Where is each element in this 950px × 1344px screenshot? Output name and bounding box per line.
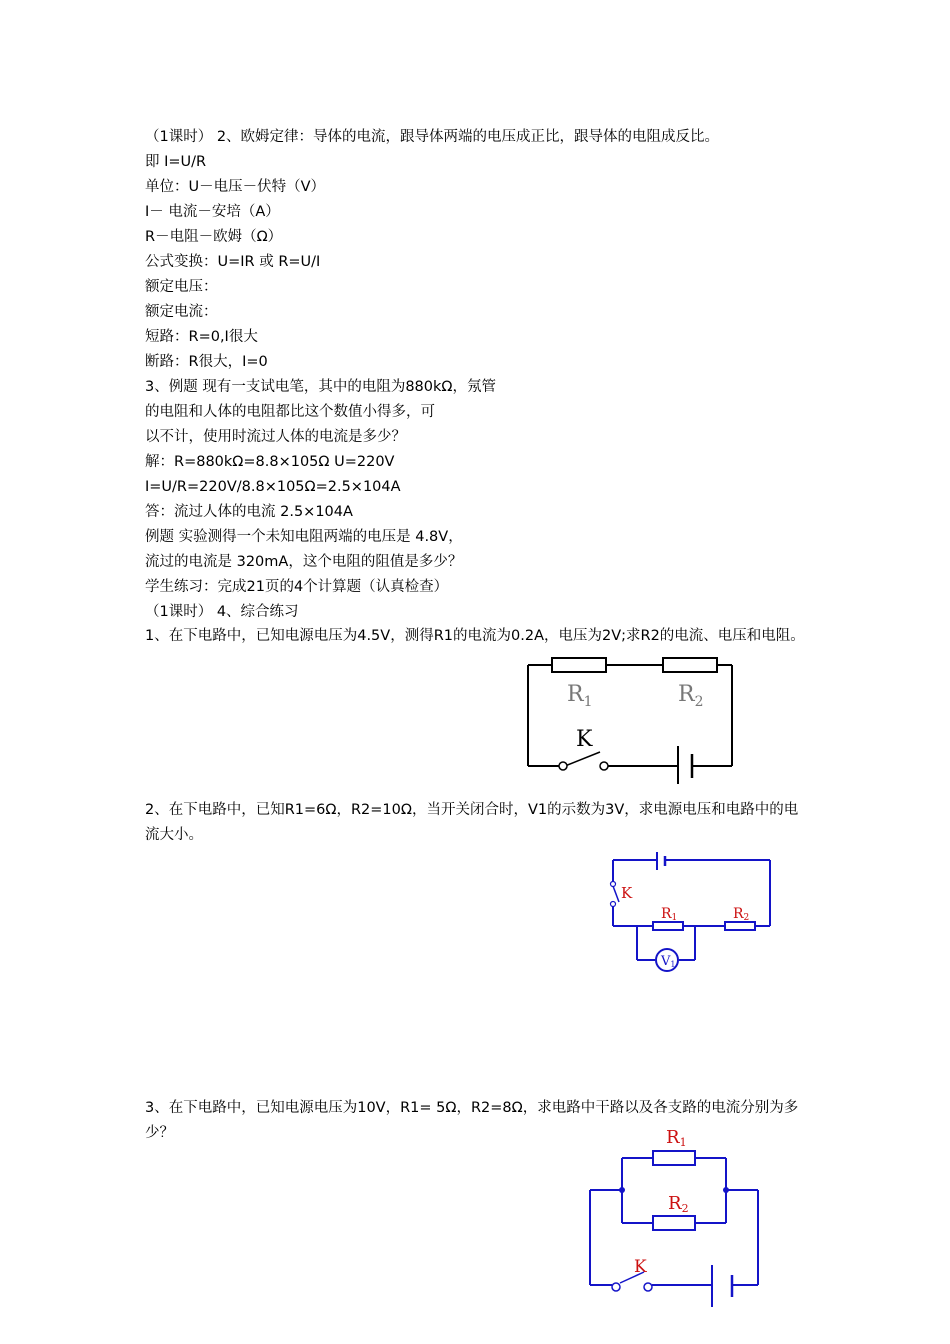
text-line: 答：流过人体的电流 2.5×104A	[145, 504, 353, 520]
text-line: 学生练习：完成21页的4个计算题（认真检查）	[145, 579, 449, 595]
text-line: 额定电压：	[145, 279, 218, 295]
text-line: I－ 电流－安培（A）	[145, 204, 280, 220]
problem-1-text: 1、在下电路中，已知电源电压为4.5V，测得R1的电流为0.2A，电压为2V;求R2的电流、电压和电阻。	[145, 628, 805, 644]
text-line: R－电阻－欧姆（Ω）	[145, 229, 283, 245]
text-line: 流过的电流是 320mA，这个电阻的阻值是多少？	[145, 554, 463, 570]
r1-label: $R_1$	[567, 682, 593, 710]
text-line: 的电阻和人体的电阻都比这个数值小得多，可	[145, 404, 435, 420]
text-line: （1课时） 4、综合练习	[145, 604, 299, 620]
switch-label: K	[621, 884, 633, 902]
switch-label: K	[634, 1257, 647, 1277]
switch-label: K	[576, 727, 593, 752]
r2-label: R2	[668, 1193, 689, 1215]
text-line: 单位：U－电压－伏特（V）	[145, 179, 326, 195]
r2-label: R2	[733, 906, 750, 923]
text-line: 以不计，使用时流过人体的电流是多少？	[145, 429, 406, 445]
r1-label: R1	[661, 906, 678, 923]
r2-label: $R_2$	[678, 682, 704, 710]
text-line: I=U/R=220V/8.8×105Ω=2.5×104A	[145, 479, 401, 495]
voltmeter-label: V1	[661, 954, 676, 969]
problem-3-text: 3、在下电路中，已知电源电压为10V，R1= 5Ω，R2=8Ω，求电路中干路以及各支路的电流分别为多少？	[145, 1100, 799, 1141]
text-line: 解：R=880kΩ=8.8×105Ω U=220V	[145, 454, 395, 470]
r1-label: R1	[666, 1127, 687, 1149]
text-line: 断路：R很大，I=0	[145, 354, 268, 370]
problem-2-text: 2、在下电路中，已知R1=6Ω，R2=10Ω，当开关闭合时，V1的示数为3V，求电源电压和电路中的电流大小。	[145, 802, 799, 843]
text-line: 短路：R=0,I很大	[145, 329, 258, 345]
text-line: 例题 实验测得一个未知电阻两端的电压是 4.8V，	[145, 529, 463, 545]
circuit-diagram-2	[605, 850, 775, 975]
circuit-diagram-1	[520, 650, 740, 785]
circuit-diagram-3	[580, 1125, 770, 1320]
text-line: 即 I=U/R	[145, 154, 207, 170]
text-line: 3、例题 现有一支试电笔，其中的电阻为880kΩ，氖管	[145, 379, 496, 395]
text-line: 额定电流：	[145, 304, 218, 320]
text-line: （1课时） 2、欧姆定律：导体的电流，跟导体两端的电压成正比，跟导体的电阻成反比。	[145, 129, 720, 145]
text-line: 公式变换：U=IR 或 R=U/I	[145, 254, 321, 270]
